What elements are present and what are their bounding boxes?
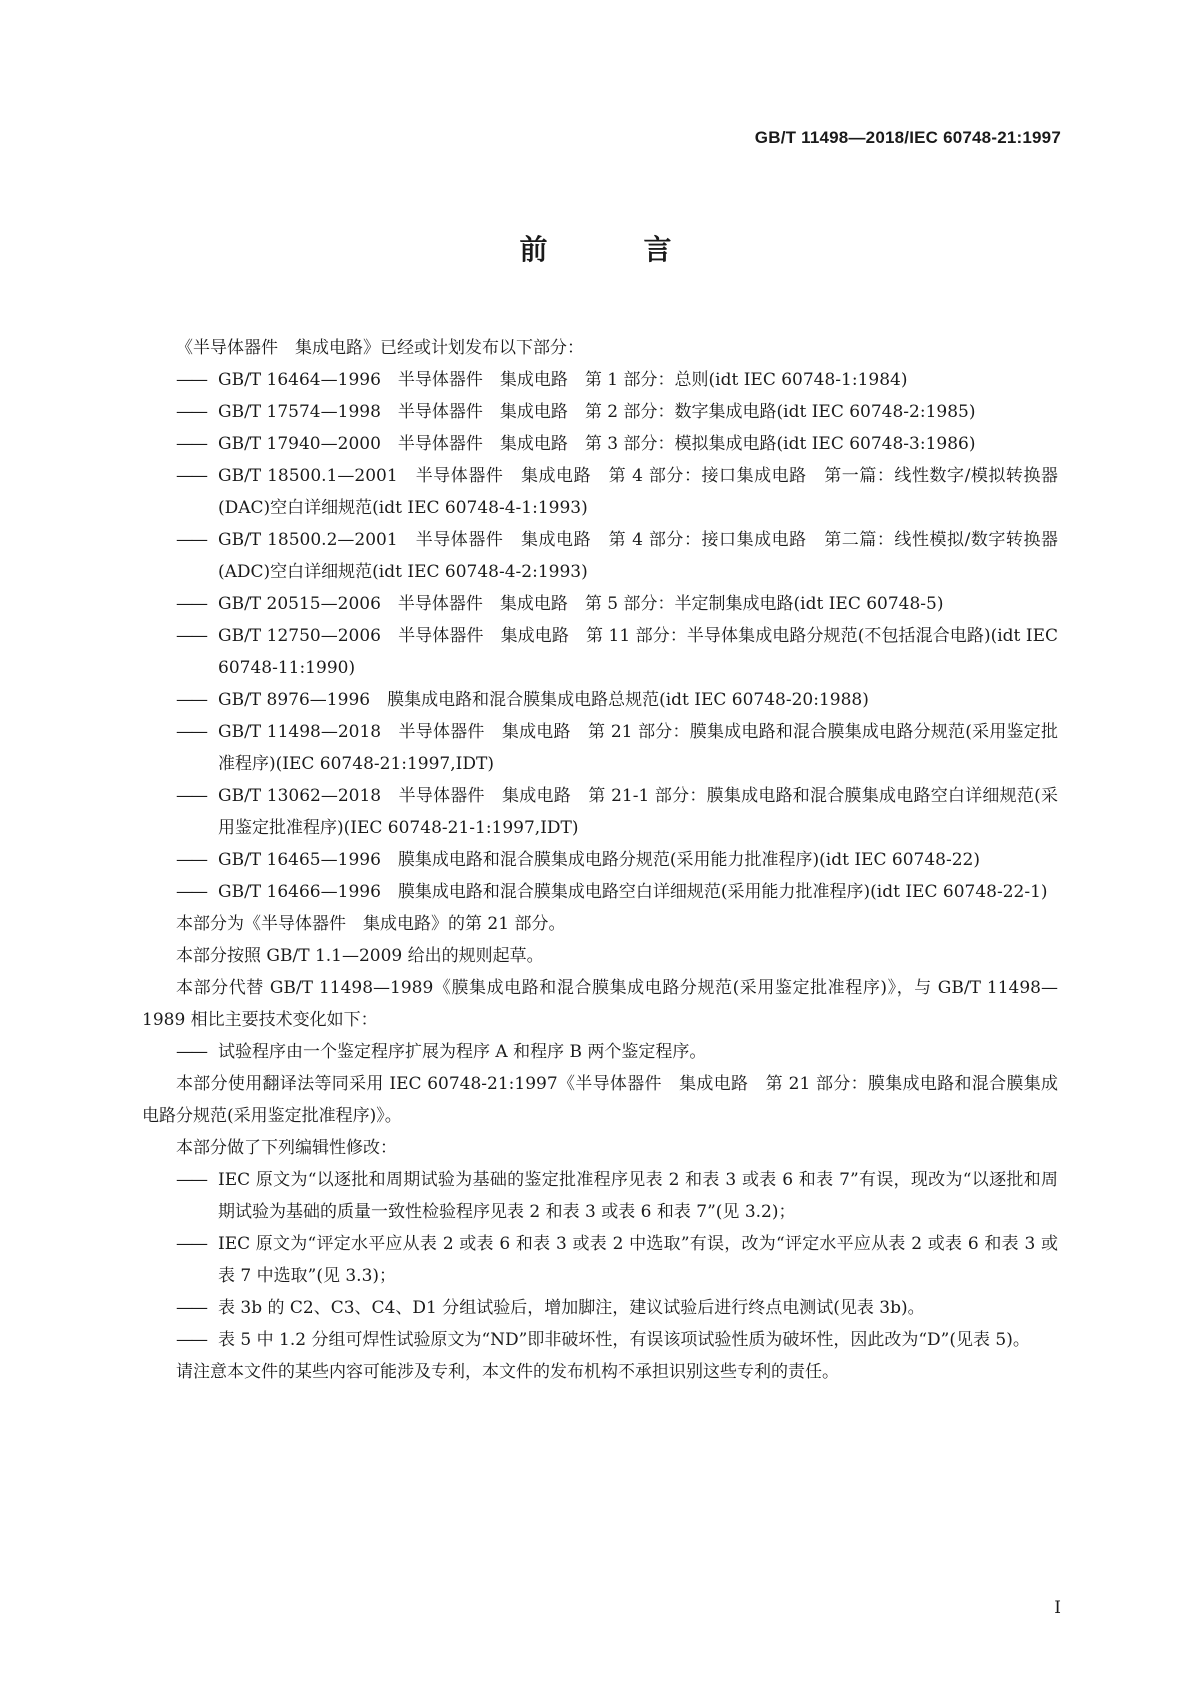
standard-code: GB/T 11498—2018/IEC 60748-21:1997 (754, 128, 1061, 147)
list-item (176, 428, 1058, 460)
list-dash: —— (176, 402, 206, 422)
list-dash: —— (176, 1234, 206, 1254)
list-item-text: GB/T 18500.2—2001 半导体器件 集成电路 第 4 部分：接口集成电路 第二篇：线性模拟/数字转换器(ADC)空白详细规范(idt IEC 60748-4-2:1993) (218, 530, 1058, 582)
list-item (176, 1324, 1058, 1356)
list-item (176, 780, 1058, 844)
list-item (176, 460, 1058, 524)
translation-paragraph: 本部分使用翻译法等同采用 IEC 60748-21:1997《半导体器件 集成电路 第 21 部分：膜集成电路和混合膜集成电路分规范(采用鉴定批准程序)》。 (142, 1074, 1058, 1126)
list-dash: —— (176, 466, 206, 486)
list-dash: —— (176, 722, 206, 742)
list-item (176, 1036, 1058, 1068)
rules-paragraph: 本部分按照 GB/T 1.1—2009 给出的规则起草。 (176, 946, 544, 966)
patent-paragraph: 请注意本文件的某些内容可能涉及专利，本文件的发布机构不承担识别这些专利的责任。 (176, 1362, 839, 1382)
document-body (142, 332, 1058, 1388)
replace-paragraph: 本部分代替 GB/T 11498—1989《膜集成电路和混合膜集成电路分规范(采用鉴定批准程序)》，与 GB/T 11498—1989 相比主要技术变化如下： (142, 978, 1058, 1030)
list-item-text: 表 5 中 1.2 分组可焊性试验原文为“ND”即非破坏性，有误该项试验性质为破坏性，因此改为“D”(见表 5)。 (218, 1330, 1030, 1350)
edits-paragraph: 本部分做了下列编辑性修改： (176, 1138, 397, 1158)
list-item-text: GB/T 16466—1996 膜集成电路和混合膜集成电路空白详细规范(采用能力批准程序)(idt IEC 60748-22-1) (218, 882, 1048, 902)
page-title: 前 言 (519, 233, 706, 266)
list-dash: —— (176, 1170, 206, 1190)
list-item-text: GB/T 20515—2006 半导体器件 集成电路 第 5 部分：半定制集成电路(idt IEC 60748-5) (218, 594, 944, 614)
list-dash: —— (176, 626, 206, 646)
list-item-text: 试验程序由一个鉴定程序扩展为程序 A 和程序 B 两个鉴定程序。 (218, 1042, 707, 1062)
list-item (176, 1164, 1058, 1228)
list-item (176, 844, 1058, 876)
list-item-text: IEC 原文为“以逐批和周期试验为基础的鉴定批准程序见表 2 和表 3 或表 6 和表 7”有误，现改为“以逐批和周期试验为基础的质量一致性检验程序见表 2 和表 3 或表 6 和表 7”(见 3.2)； (218, 1170, 1058, 1222)
list-item-text: GB/T 17574—1998 半导体器件 集成电路 第 2 部分：数字集成电路(idt IEC 60748-2:1985) (218, 402, 976, 422)
changes-list (176, 1036, 1058, 1068)
list-dash: —— (176, 530, 206, 550)
intro-paragraph: 《半导体器件 集成电路》已经或计划发布以下部分： (176, 338, 584, 358)
list-item-text: 表 3b 的 C2、C3、C4、D1 分组试验后，增加脚注，建议试验后进行终点电测试(见表 3b)。 (218, 1298, 925, 1318)
list-dash: —— (176, 882, 206, 902)
part21-paragraph: 本部分为《半导体器件 集成电路》的第 21 部分。 (176, 914, 566, 934)
list-item-text: GB/T 8976—1996 膜集成电路和混合膜集成电路总规范(idt IEC 60748-20:1988) (218, 690, 869, 710)
list-item (176, 716, 1058, 780)
list-dash: —— (176, 1298, 206, 1318)
list-item-text: GB/T 13062—2018 半导体器件 集成电路 第 21-1 部分：膜集成电路和混合膜集成电路空白详细规范(采用鉴定批准程序)(IEC 60748-21-1:1997,IDT) (218, 786, 1058, 838)
list-item-text: GB/T 12750—2006 半导体器件 集成电路 第 11 部分：半导体集成电路分规范(不包括混合电路)(idt IEC 60748-11:1990) (218, 626, 1058, 678)
edits-list (176, 1164, 1058, 1356)
list-dash: —— (176, 850, 206, 870)
list-dash: —— (176, 786, 206, 806)
list-item (176, 1292, 1058, 1324)
list-dash: —— (176, 1042, 206, 1062)
list-item (176, 1228, 1058, 1292)
list-item (176, 620, 1058, 684)
list-item-text: IEC 原文为“评定水平应从表 2 或表 6 和表 3 或表 2 中选取”有误，改为“评定水平应从表 2 或表 6 和表 3 或表 7 中选取”(见 3.3)； (218, 1234, 1058, 1286)
list-item-text: GB/T 16465—1996 膜集成电路和混合膜集成电路分规范(采用能力批准程序)(idt IEC 60748-22) (218, 850, 980, 870)
list-item (176, 364, 1058, 396)
list-item (176, 524, 1058, 588)
list-item-text: GB/T 11498—2018 半导体器件 集成电路 第 21 部分：膜集成电路和混合膜集成电路分规范(采用鉴定批准程序)(IEC 60748-21:1997,IDT) (218, 722, 1058, 774)
parts-list (176, 364, 1058, 908)
list-item (176, 396, 1058, 428)
list-dash: —— (176, 594, 206, 614)
list-dash: —— (176, 434, 206, 454)
list-item (176, 684, 1058, 716)
list-item-text: GB/T 17940—2000 半导体器件 集成电路 第 3 部分：模拟集成电路(idt IEC 60748-3:1986) (218, 434, 976, 454)
list-item (176, 876, 1058, 908)
list-dash: —— (176, 690, 206, 710)
list-dash: —— (176, 1330, 206, 1350)
list-item-text: GB/T 18500.1—2001 半导体器件 集成电路 第 4 部分：接口集成电路 第一篇：线性数字/模拟转换器(DAC)空白详细规范(idt IEC 60748-4-1:1993) (218, 466, 1058, 518)
list-dash: —— (176, 370, 206, 390)
page-number: I (1054, 1598, 1061, 1618)
list-item (176, 588, 1058, 620)
list-item-text: GB/T 16464—1996 半导体器件 集成电路 第 1 部分：总则(idt IEC 60748-1:1984) (218, 370, 908, 390)
